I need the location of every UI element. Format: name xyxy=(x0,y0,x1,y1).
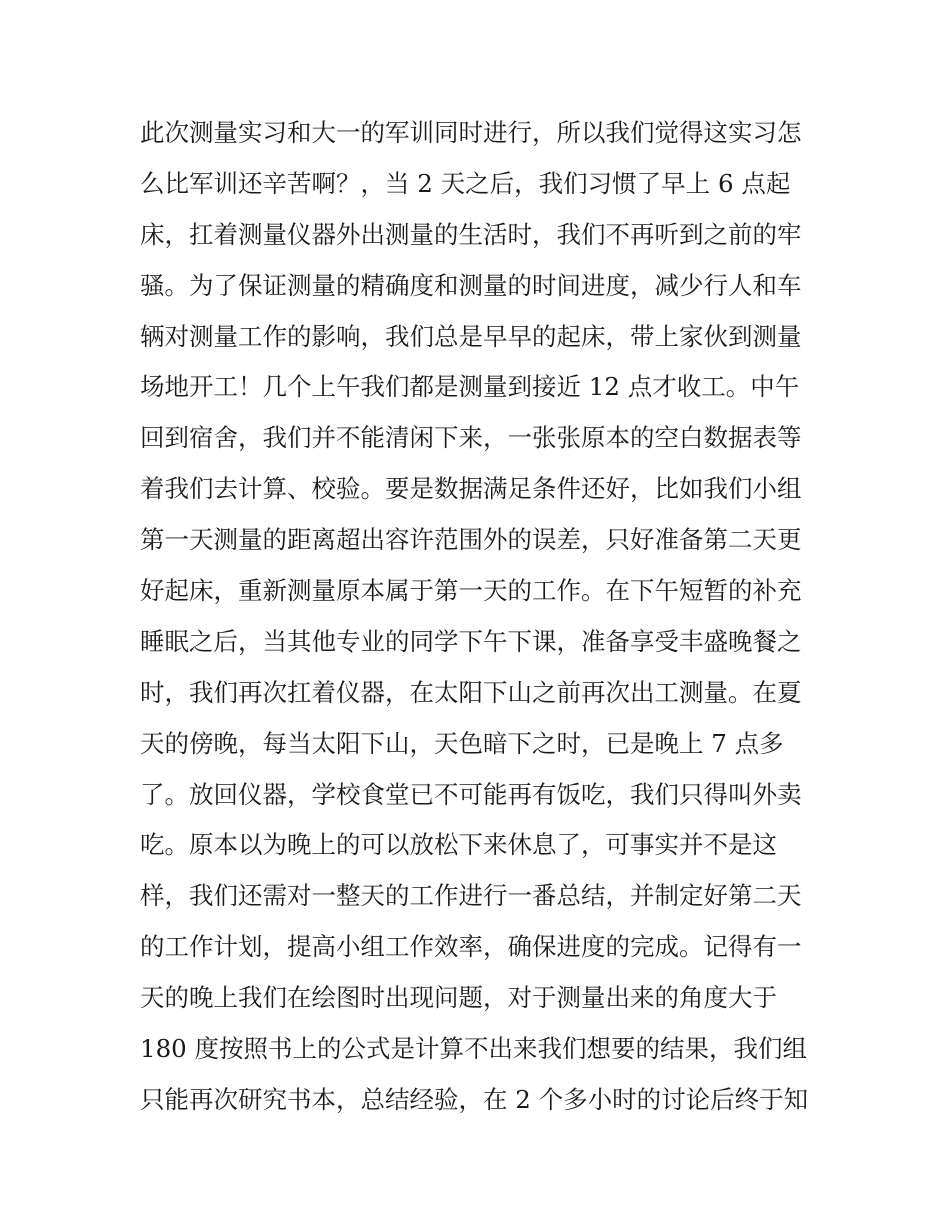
text-line-19: 180 度按照书上的公式是计算不出来我们想要的结果，我们组 xyxy=(140,1034,808,1064)
text-line-13: 天的傍晚，每当太阳下山，天色暗下之时，已是晚上 7 点多 xyxy=(140,728,784,758)
text-line-16: 样，我们还需对一整天的工作进行一番总结，并制定好第二天 xyxy=(140,881,802,911)
text-line-15: 吃。原本以为晚上的可以放松下来休息了，可事实并不是这 xyxy=(140,830,777,860)
text-line-1: 此次测量实习和大一的军训同时进行，所以我们觉得这实习怎 xyxy=(140,118,802,147)
text-line-14: 了。放回仪器，学校食堂已不可能再有饭吃，我们只得叫外卖 xyxy=(140,779,802,809)
text-line-18: 天的晚上我们在绘图时出现问题，对于测量出来的角度大于 xyxy=(140,983,777,1013)
text-line-11: 睡眠之后，当其他专业的同学下午下课，准备享受丰盛晚餐之 xyxy=(140,626,802,656)
text-line-2: 么比军训还辛苦啊？，当 2 天之后，我们习惯了早上 6 点起 xyxy=(140,168,791,198)
text-line-20: 只能再次研究书本，总结经验，在 2 个多小时的讨论后终于知 xyxy=(140,1084,809,1114)
text-line-17: 的工作计划，提高小组工作效率，确保进度的完成。记得有一 xyxy=(140,932,802,962)
text-line-4: 骚。为了保证测量的精确度和测量的时间进度，减少行人和车 xyxy=(140,270,802,300)
text-line-9: 第一天测量的距离超出容许范围外的误差，只好准备第二天更 xyxy=(140,525,802,555)
text-line-5: 辆对测量工作的影响，我们总是早早的起床，带上家伙到测量 xyxy=(140,321,802,351)
text-line-8: 着我们去计算、校验。要是数据满足条件还好，比如我们小组 xyxy=(140,474,802,504)
body-paragraph xyxy=(140,108,820,1126)
text-line-6: 场地开工！几个上午我们都是测量到接近 12 点才收工。中午 xyxy=(140,372,800,402)
text-line-3: 床，扛着测量仪器外出测量的生活时，我们不再听到之前的牢 xyxy=(140,219,802,249)
text-line-7: 回到宿舍，我们并不能清闲下来，一张张原本的空白数据表等 xyxy=(140,423,802,453)
text-line-10: 好起床，重新测量原本属于第一天的工作。在下午短暂的补充 xyxy=(140,576,802,606)
text-line-12: 时，我们再次扛着仪器，在太阳下山之前再次出工测量。在夏 xyxy=(140,677,802,707)
